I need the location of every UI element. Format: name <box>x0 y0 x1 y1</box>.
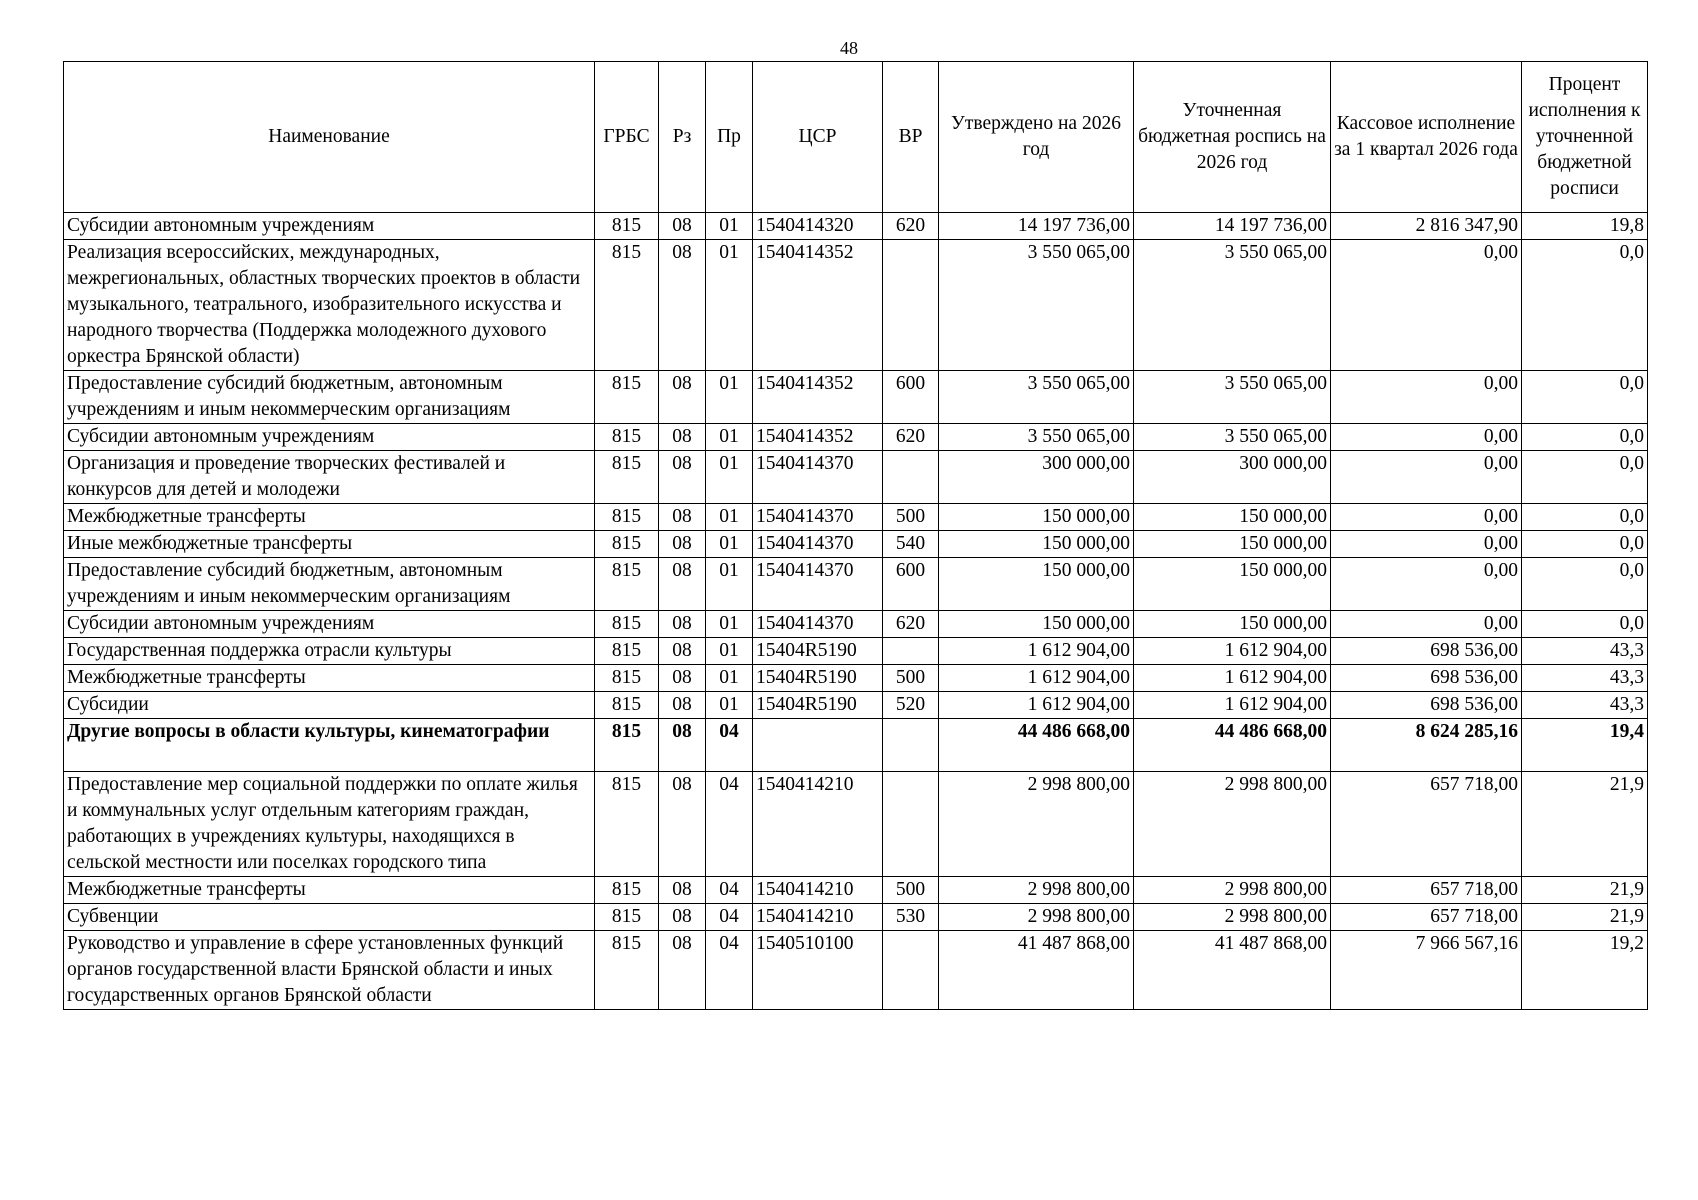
cell-pr: 01 <box>706 213 753 240</box>
cell-name: Межбюджетные трансферты <box>64 877 595 904</box>
cell-csr <box>753 719 883 772</box>
cell-vr: 600 <box>883 558 939 611</box>
cell-vr <box>883 638 939 665</box>
cell-csr: 1540414320 <box>753 213 883 240</box>
cell-refined: 300 000,00 <box>1134 451 1331 504</box>
cell-csr: 1540414210 <box>753 772 883 877</box>
cell-percent: 43,3 <box>1522 665 1648 692</box>
cell-pr: 01 <box>706 451 753 504</box>
cell-csr: 1540414210 <box>753 877 883 904</box>
cell-pr: 04 <box>706 719 753 772</box>
cell-pr: 01 <box>706 558 753 611</box>
cell-approved: 14 197 736,00 <box>939 213 1134 240</box>
cell-csr: 1540414352 <box>753 424 883 451</box>
cell-cash: 698 536,00 <box>1331 692 1522 719</box>
cell-csr: 1540414370 <box>753 611 883 638</box>
cell-name: Субвенции <box>64 904 595 931</box>
cell-rz: 08 <box>659 531 706 558</box>
cell-cash: 657 718,00 <box>1331 904 1522 931</box>
cell-vr: 620 <box>883 611 939 638</box>
cell-cash: 0,00 <box>1331 424 1522 451</box>
header-vr: ВР <box>883 62 939 213</box>
header-cash: Кассовое исполнение за 1 квартал 2026 года <box>1331 62 1522 213</box>
cell-refined: 44 486 668,00 <box>1134 719 1331 772</box>
cell-approved: 2 998 800,00 <box>939 904 1134 931</box>
header-row <box>64 62 1648 213</box>
cell-cash: 2 816 347,90 <box>1331 213 1522 240</box>
cell-name: Межбюджетные трансферты <box>64 504 595 531</box>
cell-approved: 3 550 065,00 <box>939 240 1134 371</box>
cell-refined: 3 550 065,00 <box>1134 240 1331 371</box>
cell-pr: 01 <box>706 531 753 558</box>
cell-grbs: 815 <box>595 213 659 240</box>
cell-vr: 500 <box>883 665 939 692</box>
cell-approved: 3 550 065,00 <box>939 424 1134 451</box>
cell-grbs: 815 <box>595 692 659 719</box>
cell-rz: 08 <box>659 504 706 531</box>
cell-approved: 1 612 904,00 <box>939 692 1134 719</box>
cell-vr: 620 <box>883 424 939 451</box>
cell-vr <box>883 240 939 371</box>
cell-grbs: 815 <box>595 904 659 931</box>
cell-rz: 08 <box>659 638 706 665</box>
cell-refined: 1 612 904,00 <box>1134 665 1331 692</box>
cell-approved: 44 486 668,00 <box>939 719 1134 772</box>
cell-pr: 01 <box>706 371 753 424</box>
cell-pr: 04 <box>706 904 753 931</box>
cell-rz: 08 <box>659 240 706 371</box>
cell-cash: 7 966 567,16 <box>1331 931 1522 1010</box>
table-row <box>64 877 1648 904</box>
cell-percent: 43,3 <box>1522 638 1648 665</box>
cell-grbs: 815 <box>595 531 659 558</box>
cell-refined: 1 612 904,00 <box>1134 638 1331 665</box>
cell-csr: 1540414210 <box>753 904 883 931</box>
cell-percent: 43,3 <box>1522 692 1648 719</box>
cell-vr <box>883 719 939 772</box>
cell-approved: 150 000,00 <box>939 504 1134 531</box>
table-row <box>64 772 1648 877</box>
cell-percent: 0,0 <box>1522 504 1648 531</box>
cell-name: Другие вопросы в области культуры, кинематографии <box>64 719 595 772</box>
cell-refined: 3 550 065,00 <box>1134 424 1331 451</box>
header-refined: Уточненная бюджетная роспись на 2026 год <box>1134 62 1331 213</box>
cell-vr <box>883 772 939 877</box>
cell-refined: 2 998 800,00 <box>1134 772 1331 877</box>
header-approved: Утверждено на 2026 год <box>939 62 1134 213</box>
cell-pr: 01 <box>706 240 753 371</box>
cell-grbs: 815 <box>595 424 659 451</box>
table-row <box>64 719 1648 772</box>
cell-percent: 19,4 <box>1522 719 1648 772</box>
cell-grbs: 815 <box>595 611 659 638</box>
cell-rz: 08 <box>659 424 706 451</box>
cell-cash: 0,00 <box>1331 451 1522 504</box>
cell-approved: 3 550 065,00 <box>939 371 1134 424</box>
table-row <box>64 665 1648 692</box>
header-csr: ЦСР <box>753 62 883 213</box>
table-row <box>64 611 1648 638</box>
cell-percent: 0,0 <box>1522 240 1648 371</box>
cell-csr: 1540414370 <box>753 451 883 504</box>
budget-table <box>63 61 1648 1010</box>
table-row <box>64 451 1648 504</box>
cell-csr: 1540414370 <box>753 558 883 611</box>
cell-cash: 0,00 <box>1331 611 1522 638</box>
cell-rz: 08 <box>659 611 706 638</box>
cell-pr: 01 <box>706 424 753 451</box>
cell-rz: 08 <box>659 213 706 240</box>
cell-name: Организация и проведение творческих фестивалей и конкурсов для детей и молодежи <box>64 451 595 504</box>
table-row <box>64 504 1648 531</box>
table-row <box>64 904 1648 931</box>
cell-vr <box>883 931 939 1010</box>
cell-rz: 08 <box>659 772 706 877</box>
cell-rz: 08 <box>659 451 706 504</box>
cell-cash: 698 536,00 <box>1331 638 1522 665</box>
cell-refined: 41 487 868,00 <box>1134 931 1331 1010</box>
cell-pr: 04 <box>706 877 753 904</box>
table-row <box>64 424 1648 451</box>
cell-cash: 8 624 285,16 <box>1331 719 1522 772</box>
cell-refined: 150 000,00 <box>1134 531 1331 558</box>
cell-pr: 04 <box>706 931 753 1010</box>
cell-vr: 520 <box>883 692 939 719</box>
cell-grbs: 815 <box>595 877 659 904</box>
table-row <box>64 692 1648 719</box>
page-number: 48 <box>840 38 858 58</box>
cell-refined: 14 197 736,00 <box>1134 213 1331 240</box>
cell-approved: 2 998 800,00 <box>939 877 1134 904</box>
cell-cash: 0,00 <box>1331 531 1522 558</box>
cell-csr: 15404R5190 <box>753 665 883 692</box>
cell-approved: 150 000,00 <box>939 611 1134 638</box>
cell-pr: 01 <box>706 665 753 692</box>
cell-csr: 1540414370 <box>753 531 883 558</box>
cell-rz: 08 <box>659 558 706 611</box>
header-rz: Рз <box>659 62 706 213</box>
header-grbs: ГРБС <box>595 62 659 213</box>
cell-grbs: 815 <box>595 772 659 877</box>
cell-cash: 657 718,00 <box>1331 877 1522 904</box>
cell-name: Субсидии автономным учреждениям <box>64 424 595 451</box>
cell-approved: 1 612 904,00 <box>939 638 1134 665</box>
cell-rz: 08 <box>659 692 706 719</box>
cell-refined: 3 550 065,00 <box>1134 371 1331 424</box>
cell-cash: 0,00 <box>1331 504 1522 531</box>
cell-grbs: 815 <box>595 719 659 772</box>
cell-grbs: 815 <box>595 638 659 665</box>
cell-pr: 01 <box>706 504 753 531</box>
cell-pr: 04 <box>706 772 753 877</box>
cell-rz: 08 <box>659 719 706 772</box>
cell-name: Государственная поддержка отрасли культуры <box>64 638 595 665</box>
cell-refined: 150 000,00 <box>1134 558 1331 611</box>
cell-percent: 0,0 <box>1522 371 1648 424</box>
cell-percent: 19,8 <box>1522 213 1648 240</box>
cell-grbs: 815 <box>595 665 659 692</box>
cell-refined: 150 000,00 <box>1134 611 1331 638</box>
cell-vr <box>883 451 939 504</box>
table-row <box>64 931 1648 1010</box>
cell-pr: 01 <box>706 611 753 638</box>
cell-name: Предоставление субсидий бюджетным, автономным учреждениям и иным некоммерческим организациям <box>64 558 595 611</box>
cell-vr: 620 <box>883 213 939 240</box>
cell-cash: 698 536,00 <box>1331 665 1522 692</box>
cell-rz: 08 <box>659 931 706 1010</box>
cell-csr: 1540510100 <box>753 931 883 1010</box>
cell-name: Предоставление мер социальной поддержки по оплате жилья и коммунальных услуг отдельным категориям граждан, работающих в учреждениях культуры, находящихся в сельской местности или поселках городского типа <box>64 772 595 877</box>
cell-vr: 540 <box>883 531 939 558</box>
cell-pr: 01 <box>706 692 753 719</box>
cell-percent: 21,9 <box>1522 877 1648 904</box>
cell-name: Руководство и управление в сфере установленных функций органов государственной власти Брянской области и иных государственных органов Брянской области <box>64 931 595 1010</box>
table-row <box>64 531 1648 558</box>
cell-percent: 0,0 <box>1522 424 1648 451</box>
cell-approved: 41 487 868,00 <box>939 931 1134 1010</box>
cell-refined: 1 612 904,00 <box>1134 692 1331 719</box>
cell-grbs: 815 <box>595 504 659 531</box>
table-row <box>64 371 1648 424</box>
header-name: Наименование <box>64 62 595 213</box>
cell-grbs: 815 <box>595 931 659 1010</box>
cell-rz: 08 <box>659 665 706 692</box>
cell-percent: 21,9 <box>1522 904 1648 931</box>
cell-approved: 2 998 800,00 <box>939 772 1134 877</box>
cell-rz: 08 <box>659 371 706 424</box>
cell-name: Субсидии <box>64 692 595 719</box>
cell-vr: 500 <box>883 877 939 904</box>
cell-name: Межбюджетные трансферты <box>64 665 595 692</box>
cell-approved: 150 000,00 <box>939 531 1134 558</box>
cell-csr: 1540414352 <box>753 371 883 424</box>
header-percent: Процент исполнения к уточненной бюджетной росписи <box>1522 62 1648 213</box>
cell-refined: 2 998 800,00 <box>1134 877 1331 904</box>
cell-rz: 08 <box>659 904 706 931</box>
cell-approved: 300 000,00 <box>939 451 1134 504</box>
table-row <box>64 638 1648 665</box>
table-row <box>64 558 1648 611</box>
cell-grbs: 815 <box>595 451 659 504</box>
cell-approved: 1 612 904,00 <box>939 665 1134 692</box>
cell-cash: 0,00 <box>1331 558 1522 611</box>
cell-percent: 0,0 <box>1522 558 1648 611</box>
cell-cash: 0,00 <box>1331 240 1522 371</box>
cell-name: Реализация всероссийских, международных, межрегиональных, областных творческих проектов в области музыкального, театрального, изобразительного искусства и народного творчества (Поддержка молодежного духового оркестра Брянской области) <box>64 240 595 371</box>
cell-csr: 1540414352 <box>753 240 883 371</box>
cell-name: Иные межбюджетные трансферты <box>64 531 595 558</box>
cell-refined: 2 998 800,00 <box>1134 904 1331 931</box>
cell-percent: 19,2 <box>1522 931 1648 1010</box>
cell-name: Предоставление субсидий бюджетным, автономным учреждениям и иным некоммерческим организациям <box>64 371 595 424</box>
cell-vr: 600 <box>883 371 939 424</box>
cell-grbs: 815 <box>595 371 659 424</box>
cell-grbs: 815 <box>595 558 659 611</box>
cell-vr: 530 <box>883 904 939 931</box>
cell-grbs: 815 <box>595 240 659 371</box>
header-pr: Пр <box>706 62 753 213</box>
cell-rz: 08 <box>659 877 706 904</box>
cell-cash: 657 718,00 <box>1331 772 1522 877</box>
table-row <box>64 213 1648 240</box>
cell-name: Субсидии автономным учреждениям <box>64 213 595 240</box>
cell-cash: 0,00 <box>1331 371 1522 424</box>
cell-vr: 500 <box>883 504 939 531</box>
cell-percent: 0,0 <box>1522 451 1648 504</box>
cell-csr: 15404R5190 <box>753 692 883 719</box>
cell-csr: 15404R5190 <box>753 638 883 665</box>
cell-pr: 01 <box>706 638 753 665</box>
cell-percent: 0,0 <box>1522 531 1648 558</box>
cell-approved: 150 000,00 <box>939 558 1134 611</box>
cell-percent: 21,9 <box>1522 772 1648 877</box>
cell-refined: 150 000,00 <box>1134 504 1331 531</box>
cell-csr: 1540414370 <box>753 504 883 531</box>
cell-percent: 0,0 <box>1522 611 1648 638</box>
table-row <box>64 240 1648 371</box>
cell-name: Субсидии автономным учреждениям <box>64 611 595 638</box>
